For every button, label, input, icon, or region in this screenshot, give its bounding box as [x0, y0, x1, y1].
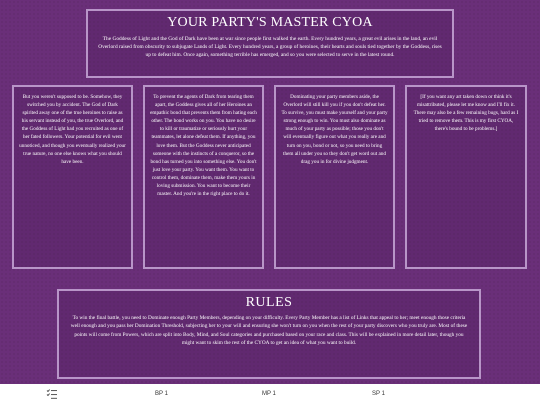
- intro-text: The Goddess of Light and the God of Dark have been at war since people first walked the earth. Every hundred years, a great evil arises in the land, an evil Overlord raised from obscurity to subjugate Lands of Light. Every hundred years, a group of heroines, their hearts and souls tied together by the Goddess, rises up to defeat him. Once again, something terrible has emerged, and so you were selected to serve in the latest round.: [98, 36, 442, 59]
- body-points: BP 1: [155, 391, 168, 397]
- story-panel-2: [143, 85, 264, 269]
- author-note-panel: [405, 85, 527, 269]
- rules-title: RULES: [245, 295, 293, 310]
- rules-panel: [57, 289, 481, 379]
- points-bar: [0, 384, 540, 405]
- story-panel-1: [12, 85, 133, 269]
- title-panel: [86, 9, 454, 78]
- rules-text: To win the final battle, you need to Dominate enough Party Members, depending on your difficulty. Every Party Member has a list of Links that appeal to her; meet enough those criteria well enough and you pass her Domination Threshold, subjecting her to your will and ensuring she won't turn on you when the rest of your party discovers who you truly are. Most of these points will come from Powers, which are split into Body, Mind, and Soul categories and purchased based on your race and class. This will be explained in more detail later, though you might want to skim the rest of the CYOA to get an idea of what you want to build.: [70, 315, 468, 346]
- soul-points: SP 1: [372, 391, 385, 397]
- story-text-2: To prevent the agents of Dark from tearing them apart, the Goddess gives all of her Heroines an empathic bond that prevents them from hating each other. The bond works on you. You have no desire to kill or traumatize or seriously hurt your teammates, let alone defeat them. If anything, you love them. But the Goddess never anticipated someone with the instincts of a conqueror, so the bond has turned you into something else. You don't just love your party. You want them. You want to control them, dominate them, make them yours in loving submission. You want to become their master. And you're in the right place to do it.: [150, 94, 257, 198]
- page-title: YOUR PARTY'S MASTER CYOA: [167, 15, 373, 30]
- author-note-text: [If you want any art taken down or think it's misattributed, please let me know and I'll fix it. There may also be a few remaining bugs, hard as I tried to remove them. This is my first CYOA, there's bound to be problems.]: [413, 94, 519, 133]
- mind-points: MP 1: [262, 391, 276, 397]
- story-text-3: Dominating your party members aside, the Overlord will still kill you if you don't defeat her. To survive, you must make yourself and your party strong enough to win. You must also dominate as much of your party as possible; those you don't will eventually figure out what you really are and turn on you, bond or not, so you need to bring them all under you so they don't get word out and drag you in for divine judgment.: [281, 94, 388, 165]
- story-text-1: But you weren't supposed to be. Somehow, they switched you by accident. The God of Dark spirited away one of the true heroines to raise as his servant instead of you, the true Overlord, and the Goddess of Light had you recruited as one of her fated followers. Your potential for evil went unnoticed, and though you eventually realized your true nature, no one else knows what you should have been.: [19, 94, 126, 165]
- story-panel-3: [274, 85, 395, 269]
- checklist-menu-icon[interactable]: [46, 388, 58, 400]
